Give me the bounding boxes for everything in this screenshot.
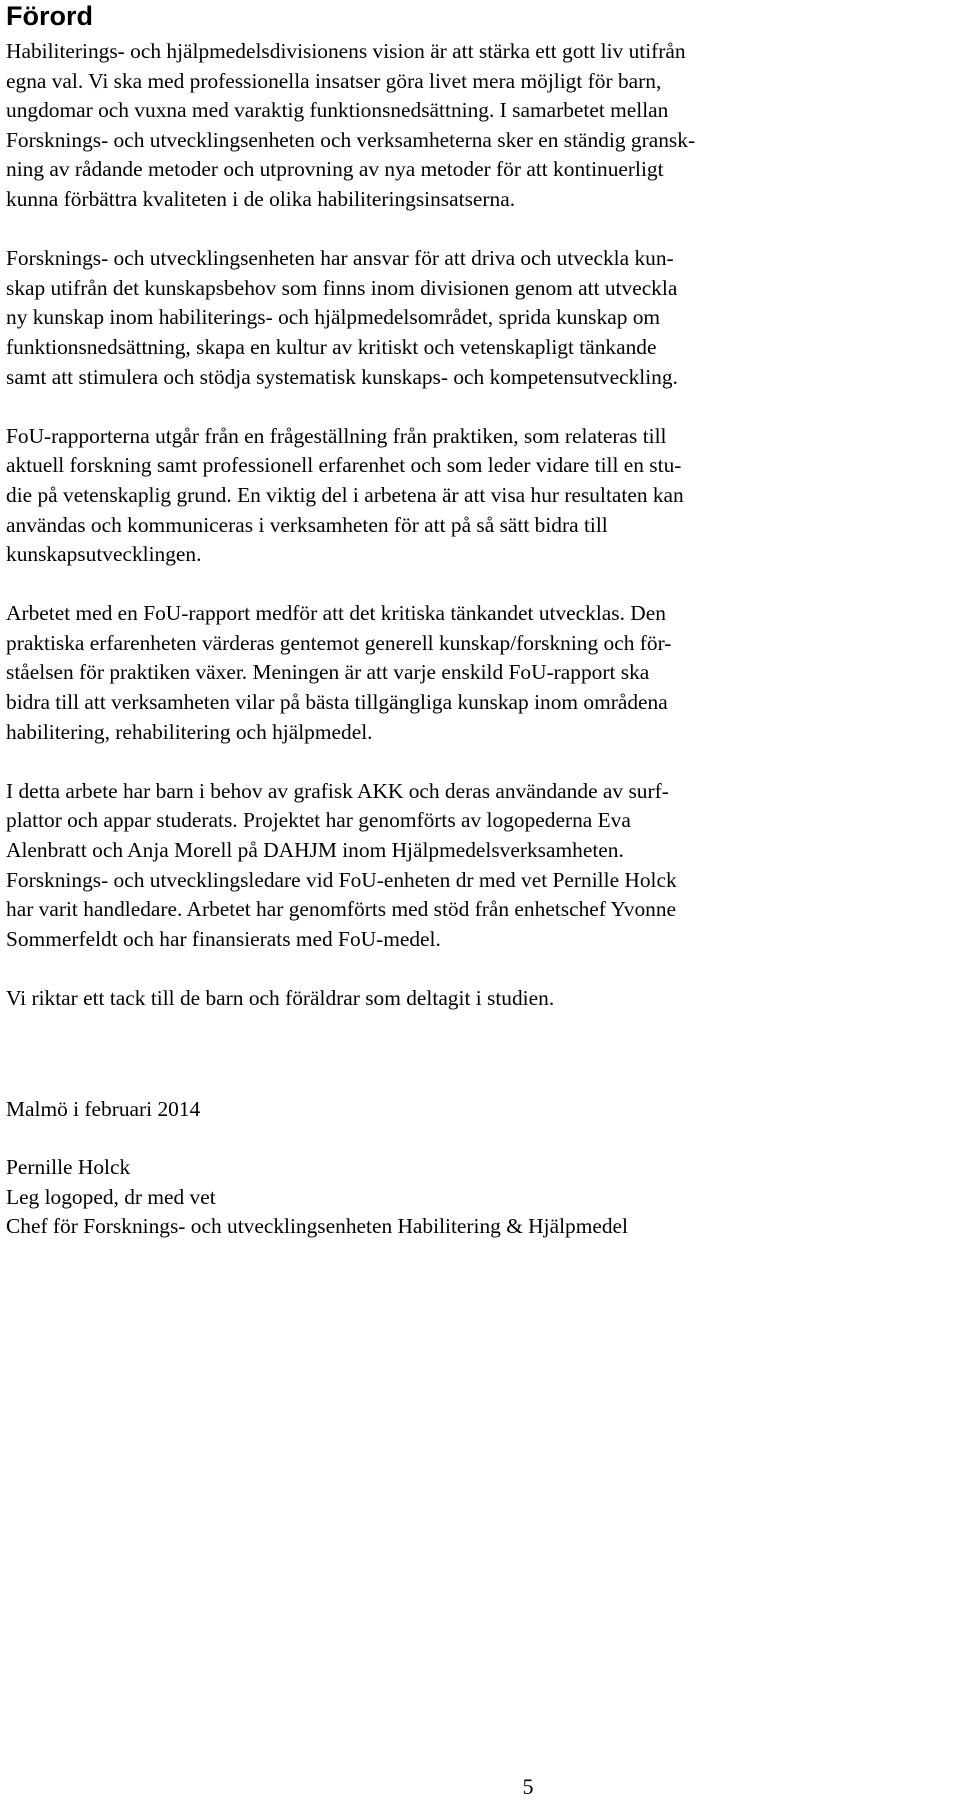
paragraph-line: ny kunskap inom habiliterings- och hjälpmedelsområdet, sprida kunskap om xyxy=(6,305,661,330)
paragraph-line: Forsknings- och utvecklingsledare vid FoU-enheten dr med vet Pernille Holck xyxy=(6,867,677,892)
signature-name: Pernille Holck xyxy=(6,1155,131,1180)
paragraph-line: plattor och appar studerats. Projektet har genomförts av logopederna Eva xyxy=(6,808,631,833)
paragraph-line: ning av rådande metoder och utprovning av nya metoder för att kontinuerligt xyxy=(6,157,664,182)
paragraph-line: kunna förbättra kvaliteten i de olika habiliteringsinsatserna. xyxy=(6,186,516,211)
paragraph-line: användas och kommuniceras i verksamheten för att på så sätt bidra till xyxy=(6,512,608,537)
paragraph-line: samt att stimulera och stödja systematisk kunskaps- och kompetensutveckling. xyxy=(6,364,678,389)
paragraph-line: kunskapsutvecklingen. xyxy=(6,542,202,567)
paragraph-line: habilitering, rehabilitering och hjälpmedel. xyxy=(6,719,373,744)
place-date: Malmö i februari 2014 xyxy=(6,1096,201,1121)
signature-block xyxy=(6,1153,946,1242)
paragraph-line: ståelsen för praktiken växer. Meningen är att varje enskild FoU-rapport ska xyxy=(6,660,650,685)
paragraph-critical-thinking xyxy=(6,599,946,747)
paragraph-line: Forsknings- och utvecklingsenheten har ansvar för att driva och utveckla kun- xyxy=(6,246,674,271)
paragraph-line: egna val. Vi ska med professionella insatser göra livet mera möjligt för barn, xyxy=(6,68,662,93)
page-number: 5 xyxy=(522,1774,534,1799)
paragraph-line: funktionsnedsättning, skapa en kultur av kritiskt och vetenskapligt tänkande xyxy=(6,334,657,359)
paragraph-line: I detta arbete har barn i behov av grafisk AKK och deras användande av surf- xyxy=(6,778,669,803)
paragraph-line: har varit handledare. Arbetet har genomförts med stöd från enhetschef Yvonne xyxy=(6,897,677,922)
paragraph-line: Sommerfeldt och har finansierats med FoU-medel. xyxy=(6,926,441,951)
paragraph-line: Arbetet med en FoU-rapport medför att det kritiska tänkandet utvecklas. Den xyxy=(6,601,666,626)
page-title: Förord xyxy=(6,1,93,31)
page xyxy=(6,0,946,1242)
paragraph-responsibility xyxy=(6,244,946,392)
paragraph-line: bidra till att verksamheten vilar på bästa tillgängliga kunskap inom områdena xyxy=(6,690,668,715)
paragraph-line: Alenbratt och Anja Morell på DAHJM inom Hjälpmedelsverksamheten. xyxy=(6,838,624,863)
paragraph-line: ungdomar och vuxna med varaktig funktionsnedsättning. I samarbetet mellan xyxy=(6,98,669,123)
paragraph-line: aktuell forskning samt professionell erfarenhet och som leder vidare till en stu- xyxy=(6,453,682,478)
paragraph-thanks xyxy=(6,984,946,1014)
paragraph-line: FoU-rapporterna utgår från en frågeställning från praktiken, som relateras till xyxy=(6,423,667,448)
paragraph-line: Vi riktar ett tack till de barn och föräldrar som deltagit i studien. xyxy=(6,986,555,1010)
paragraph-line: die på vetenskaplig grund. En viktig del i arbetena är att visa hur resultaten kan xyxy=(6,482,684,507)
signature-title: Leg logoped, dr med vet xyxy=(6,1184,216,1209)
paragraph-line: praktiska erfarenheten värderas gentemot generell kunskap/forskning och för- xyxy=(6,630,672,655)
paragraph-line: Habiliterings- och hjälpmedelsdivisionens vision är att stärka ett gott liv utifrån xyxy=(6,39,686,63)
paragraph-line: Forsknings- och utvecklingsenheten och verksamheterna sker en ständig gransk- xyxy=(6,127,696,152)
paragraph-vision xyxy=(6,37,946,215)
paragraph-reports xyxy=(6,422,946,570)
paragraph-line: skap utifrån det kunskapsbehov som finns inom divisionen genom att utveckla xyxy=(6,275,678,300)
signature-role: Chef för Forsknings- och utvecklingsenheten Habilitering & Hjälpmedel xyxy=(6,1214,628,1239)
paragraph-project xyxy=(6,777,946,955)
